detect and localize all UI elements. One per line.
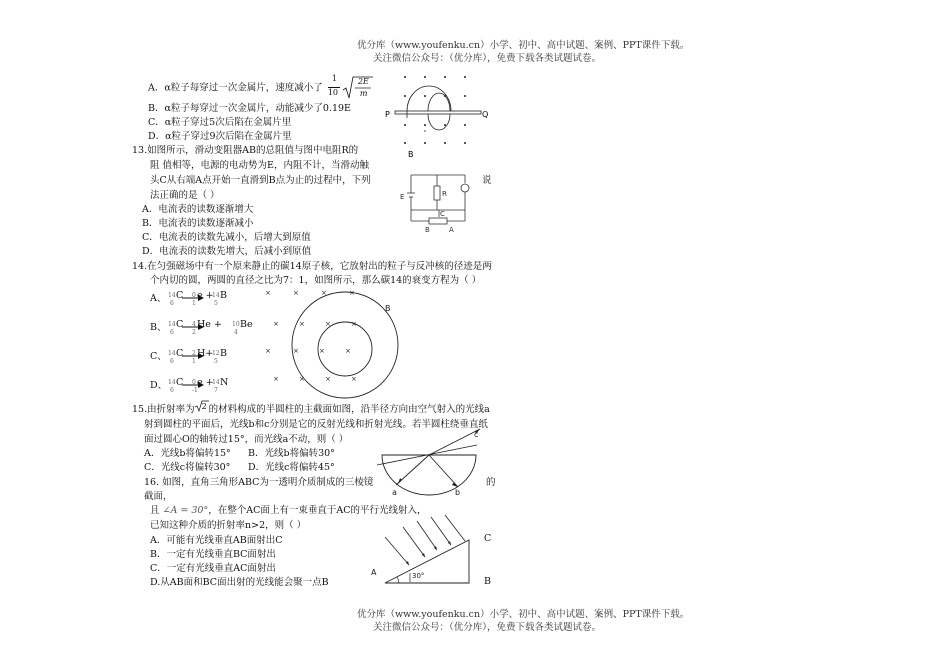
q14-reactant-symbol: C	[176, 377, 184, 388]
magnetic-field-cross: ×	[319, 347, 325, 355]
q16-angle-label: 30°	[412, 572, 425, 580]
q14-option-row	[150, 374, 260, 396]
q14-product1-mass: 0	[192, 292, 196, 299]
magnetic-field-cross: ×	[265, 347, 271, 355]
q14-product1-mass: 2	[192, 350, 196, 357]
q14-product1-charge: -1	[192, 387, 198, 394]
q14-reactant-charge: 6	[170, 358, 174, 365]
q14-reactant-mass: 14	[168, 321, 176, 328]
q12-frac-den: 10	[327, 88, 338, 97]
magnetic-field-cross: ×	[293, 289, 299, 297]
q14-option-letter: D、	[150, 380, 168, 391]
q14-product2-charge: 5	[214, 300, 218, 307]
q14-reactant-symbol: C	[176, 348, 184, 359]
q14-product2-charge: 7	[214, 387, 218, 394]
q12-figure	[385, 70, 495, 162]
q13-label-b: B	[425, 226, 430, 234]
q16-label-c: C	[484, 533, 492, 544]
magnetic-field-cross: ×	[321, 289, 327, 297]
q16-stem-3	[150, 502, 426, 516]
q16-figure	[365, 515, 495, 590]
q13-label-e: E	[400, 193, 405, 201]
q15-figure	[372, 425, 492, 497]
q14-product1-symbol: H+	[197, 348, 214, 359]
q16-label-a: A	[371, 568, 377, 577]
magnetic-field-cross: ×	[265, 289, 271, 297]
q12-option-a-text: A．α粒子每穿过一次金属片，速度减小了	[148, 82, 323, 94]
q16-label-b: B	[484, 576, 491, 587]
q15-option-d: D．光线c将偏转45°	[248, 462, 335, 473]
q14-product2-mass: 14	[212, 292, 220, 299]
q13-circuit-figure	[395, 160, 480, 235]
q16-stem-1-tail: 的	[486, 477, 496, 488]
magnetic-field-cross: ×	[325, 320, 331, 328]
q15-label-c: c	[474, 430, 479, 439]
q14-reactant-charge: 6	[170, 300, 174, 307]
q14-product2-charge: 4	[234, 329, 238, 336]
q13-option-c: C．电流表的读数先减小，后增大到原值	[142, 232, 311, 243]
q13-option-a: A．电流表的读数逐渐增大	[142, 204, 254, 215]
q14-stem-1: 14.在匀强磁场中有一个原来静止的碳14原子核，它放射出的粒子与反冲核的径迹是两	[132, 261, 492, 272]
q12-label-q: Q	[482, 110, 489, 119]
magnetic-field-cross: ×	[293, 347, 299, 355]
q15-option-a: A．光线b将偏转15°	[144, 448, 231, 459]
q15-label-b: b	[455, 488, 461, 497]
q14-product2-mass: 14	[212, 379, 220, 386]
q14-product1-charge: 1	[192, 358, 196, 365]
header-line-1: 优分库（www.youfenku.cn）小学、初中、高中试题、案例、PPT课件下载。	[357, 40, 690, 51]
q12-label-b: B	[408, 150, 414, 159]
q12-sqrt-num: 2E	[357, 77, 369, 86]
q12-label-p: P	[385, 110, 390, 119]
q12-frac-num: 1	[331, 74, 337, 83]
q15-sqrt-val: 2	[201, 402, 207, 411]
q15-stem-1	[132, 401, 490, 415]
q15-option-c: C．光线c将偏转30°	[144, 462, 231, 473]
q14-option-row	[150, 287, 260, 309]
q13-option-b: B．电流表的读数逐渐减小	[142, 218, 254, 229]
q14-product1-charge: 2	[192, 329, 196, 336]
q14-product2-symbol: N	[220, 377, 229, 388]
magnetic-field-cross: ×	[273, 320, 279, 328]
q14-option-letter: A、	[150, 293, 167, 304]
q15-stem-1-post: 的材料构成的半圆柱的主截面如图，沿半径方向由空气射入的光线a	[208, 404, 490, 415]
q16-option-b: B．一定有光线垂直BC面射出	[150, 549, 276, 560]
q16-option-a: A．可能有光线垂直AB面射出C	[150, 535, 283, 546]
q14-product1-symbol: e +	[197, 377, 214, 388]
q14-option-letter: C、	[150, 351, 167, 362]
q14-product2-symbol: Be	[240, 319, 253, 330]
q14-reactant-mass: 14	[168, 350, 176, 357]
q14-figure	[255, 285, 415, 400]
q16-stem-1: 16. 如图，直角三角形ABC为一透明介质制成的三棱镜	[144, 477, 374, 488]
magnetic-field-cross: ×	[299, 320, 305, 328]
magnetic-field-cross: ×	[351, 375, 357, 383]
q13-stem-3: 头C从右端A点开始一直滑到B点为止的过程中，下列	[150, 175, 371, 186]
q12-option-b: B．α粒子每穿过一次金属片，动能减少了0.19E	[148, 103, 351, 114]
q14-reactant-symbol: C	[176, 290, 184, 301]
q15-stem-2: 射到圆柱的平面后，光线b和c分别是它的反射光线和折射光线。若半圆柱绕垂直纸	[144, 419, 488, 430]
q13-stem-4: 法正确的是（ ）	[150, 190, 220, 201]
q12-sqrt-den: m	[359, 89, 368, 98]
q14-option-row	[150, 316, 260, 338]
q14-reactant-mass: 14	[168, 292, 176, 299]
q13-label-a: A	[449, 226, 454, 234]
q13-stem-2: 阻 值相等，电源的电动势为E，内阻不计，当滑动触	[150, 160, 369, 171]
q15-option-b: B．光线b将偏转30°	[248, 448, 335, 459]
magnetic-field-cross: ×	[325, 375, 331, 383]
q14-label-b: B	[385, 304, 391, 313]
q14-reactant-mass: 14	[168, 379, 176, 386]
q13-stem-1: 13.如图所示，滑动变阻器AB的总阻值与图中电阻R的	[132, 145, 359, 156]
q16-option-d: D.从AB面和BC面出射的光线能会聚一点B	[150, 577, 329, 588]
q14-stem-2: 个内切的圆，两圆的直径之比为7：1，如图所示，那么碳14的衰变方程为（ ）	[150, 275, 482, 286]
header-line-2: 关注微信公众号：（优分库），免费下载各类试题试卷。	[373, 53, 602, 64]
q16-stem-2: 截面，	[144, 491, 173, 502]
q16-option-c: C．一定有光线垂直AC面射出	[150, 563, 276, 574]
q12-option-d: D．α粒子穿过9次后陷在金属片里	[148, 131, 292, 142]
q15-stem-1-pre: 15.由折射率为	[132, 404, 195, 415]
q16-stem-3-post: ，在整个AC面上有一束垂直于AC的平行光线射入，	[208, 505, 427, 516]
q13-label-r: R	[442, 190, 447, 198]
q13-stem-3-tail: 说	[482, 175, 492, 186]
q14-product2-mass: 10	[232, 321, 240, 328]
magnetic-field-cross: ×	[345, 347, 351, 355]
q14-product1-symbol: He +	[197, 319, 222, 330]
q15-label-a: a	[392, 488, 397, 497]
q14-option-row	[150, 345, 260, 367]
q16-angle-expr: ∠A = 30°	[162, 505, 209, 516]
magnetic-field-cross: ×	[273, 375, 279, 383]
q14-product2-charge: 5	[214, 358, 218, 365]
magnetic-field-cross: ×	[299, 375, 305, 383]
q14-product1-symbol: e +	[197, 290, 214, 301]
footer-line-1: 优分库（www.youfenku.cn）小学、初中、高中试题、案例、PPT课件下载。	[357, 609, 690, 620]
q14-product2-symbol: B	[220, 290, 227, 301]
q14-product1-charge: 1	[192, 300, 196, 307]
q14-product2-mass: 12	[212, 350, 220, 357]
q13-label-c: C	[440, 210, 445, 218]
q13-option-d: D．电流表的读数先增大，后减小到原值	[142, 246, 312, 257]
q16-stem-3-pre: 且	[150, 505, 160, 516]
q14-product1-mass: 4	[192, 321, 196, 328]
q12-velocity-expression	[326, 76, 374, 100]
q12-option-a	[148, 76, 374, 100]
q14-product2-symbol: B	[220, 348, 227, 359]
q15-sqrt	[195, 402, 209, 412]
footer-line-2: 关注微信公众号：（优分库），免费下载各类试题试卷。	[373, 622, 602, 633]
q14-option-letter: B、	[150, 322, 167, 333]
q14-reactant-symbol: C	[176, 319, 184, 330]
q15-stem-3: 面过圆心O的轴转过15°，而光线a不动，则（ ）	[144, 434, 349, 445]
q14-reactant-charge: 6	[170, 329, 174, 336]
q12-option-c: C．α粒子穿过5次后陷在金属片里	[148, 117, 292, 128]
magnetic-field-cross: ×	[351, 320, 357, 328]
q16-stem-4: 已知这种介质的折射率n>2，则（ ）	[150, 520, 307, 531]
magnetic-field-cross: ×	[349, 289, 355, 297]
q14-product1-mass: 0	[192, 379, 196, 386]
q14-reactant-charge: 6	[170, 387, 174, 394]
